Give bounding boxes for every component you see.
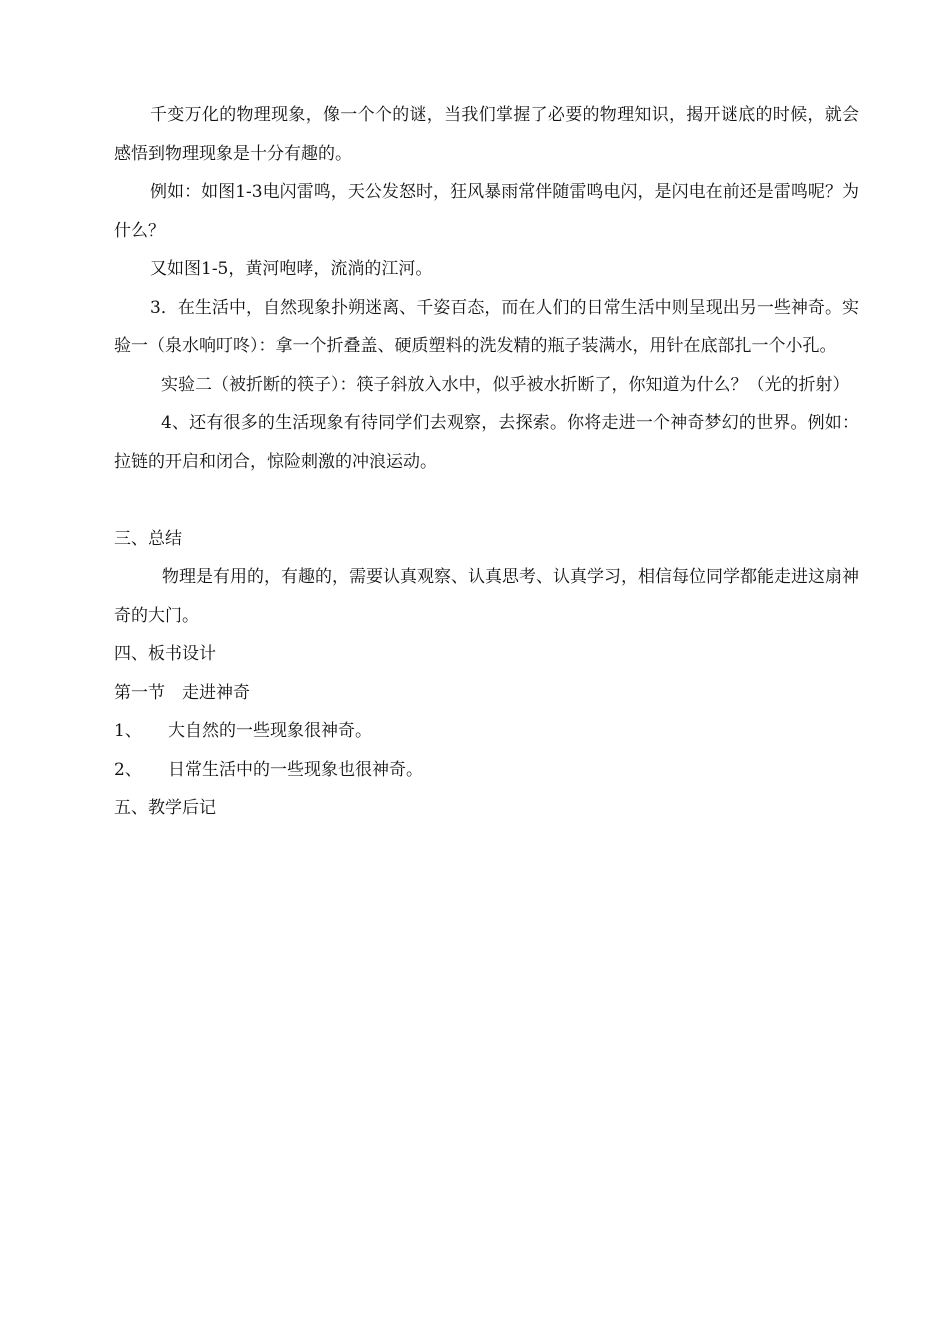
paragraph-more-phenomena: 4、还有很多的生活现象有待同学们去观察，去探索。你将走进一个神奇梦幻的世界。例如：拉链的开启和闭合，惊险刺激的冲浪运动。: [114, 413, 859, 472]
paragraph-experiment-two: 实验二（被折断的筷子）：筷子斜放入水中，似乎被水折断了，你知道为什么？（光的折射）: [161, 374, 850, 395]
board-item-number: 2、: [114, 759, 142, 780]
document-body: [114, 96, 859, 828]
afterword-heading: 五、教学后记: [114, 798, 216, 818]
paragraph-daily-life: 3．在生活中，自然现象扑朔迷离、千姿百态，而在人们的日常生活中则呈现出另一些神奇。实验一（泉水响叮咚）：拿一个折叠盖、硬质塑料的洗发精的瓶子装满水，用针在底部扎一个小孔。: [114, 297, 859, 356]
board-item: [114, 712, 859, 751]
board-item-text: 大自然的一些现象很神奇。: [168, 721, 372, 741]
board-item-number: 1、: [114, 721, 142, 741]
board-item: [114, 751, 859, 790]
paragraph-intro: 千变万化的物理现象，像一个个的谜，当我们掌握了必要的物理知识，揭开谜底的时候，就会感悟到物理现象是十分有趣的。: [114, 105, 859, 164]
summary-text: 物理是有用的，有趣的，需要认真观察、认真思考、认真学习，相信每位同学都能走进这扇神奇的大门。: [114, 567, 859, 626]
board-design-heading: 四、板书设计: [114, 644, 216, 664]
paragraph-example-river: 又如图1-5，黄河咆哮，流淌的江河。: [150, 259, 433, 279]
paragraph-example-lightning: 例如：如图1-3电闪雷鸣，天公发怒时，狂风暴雨常伴随雷鸣电闪，是闪电在前还是雷鸣呢？为什么？: [114, 182, 859, 241]
blank-line: [114, 481, 859, 520]
summary-heading: 三、总结: [114, 528, 182, 549]
board-item-text: 日常生活中的一些现象也很神奇。: [168, 759, 423, 780]
board-section-title: 第一节 走进神奇: [114, 682, 250, 703]
